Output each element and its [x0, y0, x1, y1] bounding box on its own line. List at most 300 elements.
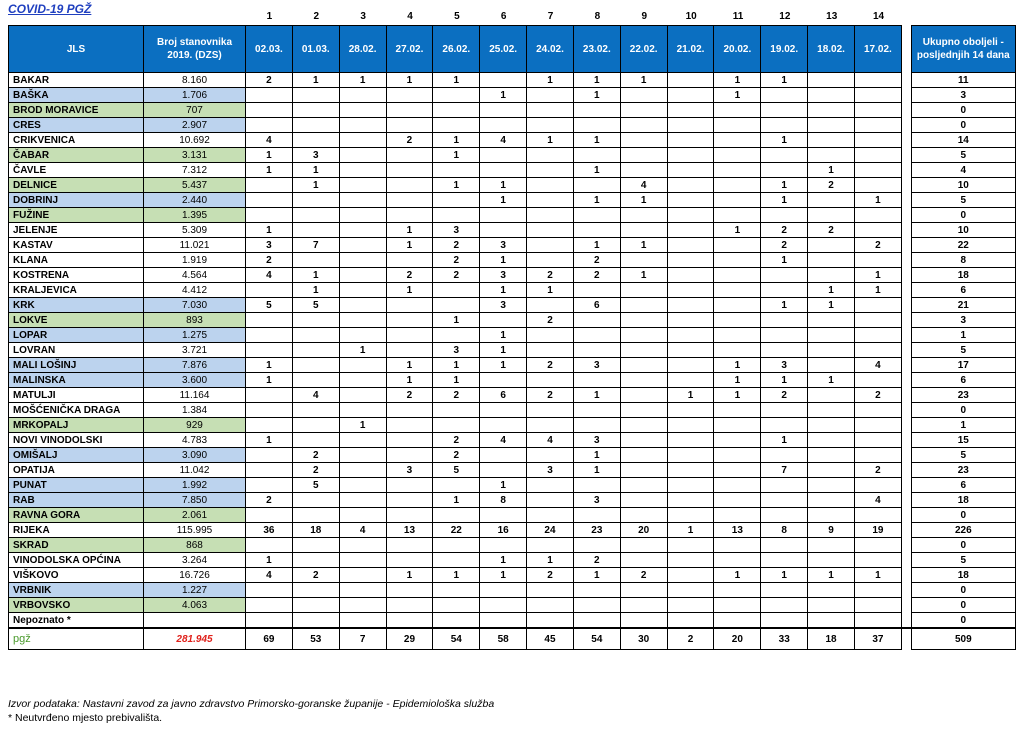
population-value: 4.783: [144, 433, 246, 448]
case-count: [433, 103, 480, 118]
municipality-name: MALINSKA: [9, 373, 144, 388]
row-total: 6: [911, 478, 1015, 493]
case-count: [761, 613, 808, 629]
case-count: [854, 478, 901, 493]
case-count: [667, 133, 714, 148]
case-count: 1: [761, 433, 808, 448]
municipality-name: BAKAR: [9, 73, 144, 88]
municipality-name: CRES: [9, 118, 144, 133]
case-count: [480, 148, 527, 163]
table-row: [9, 553, 1016, 568]
municipality-name: LOVRAN: [9, 343, 144, 358]
row-total: 18: [911, 568, 1015, 583]
case-count: 1: [761, 253, 808, 268]
case-count: [573, 538, 620, 553]
case-count: 3: [480, 268, 527, 283]
table-row: [9, 328, 1016, 343]
summary-case-count: 45: [527, 628, 574, 650]
table-row: [9, 358, 1016, 373]
row-total: 11: [911, 73, 1015, 88]
case-count: [854, 508, 901, 523]
row-total: 5: [911, 448, 1015, 463]
case-count: [761, 88, 808, 103]
row-gap: [901, 208, 911, 223]
table-header-row: [9, 26, 1016, 73]
header-date: 17.02.: [854, 26, 901, 73]
case-count: 1: [714, 88, 761, 103]
header-date: 23.02.: [573, 26, 620, 73]
case-count: [386, 598, 433, 613]
table-row: [9, 118, 1016, 133]
population-value: 7.876: [144, 358, 246, 373]
table-row: [9, 523, 1016, 538]
case-count: [667, 283, 714, 298]
case-count: 1: [246, 223, 293, 238]
case-count: [480, 583, 527, 598]
row-total: 10: [911, 223, 1015, 238]
case-count: [573, 418, 620, 433]
case-count: 2: [246, 253, 293, 268]
municipality-name: OPATIJA: [9, 463, 144, 478]
case-count: 3: [433, 343, 480, 358]
case-count: [480, 103, 527, 118]
case-count: [667, 583, 714, 598]
day-number: 7: [547, 11, 554, 22]
table-row: [9, 253, 1016, 268]
case-count: [854, 538, 901, 553]
case-count: 2: [761, 388, 808, 403]
population-value: [144, 613, 246, 629]
case-count: 8: [480, 493, 527, 508]
case-count: 7: [761, 463, 808, 478]
header-population: Broj stanovnika 2019. (DZS): [144, 26, 246, 73]
municipality-name: JELENJE: [9, 223, 144, 238]
case-count: [246, 178, 293, 193]
case-count: [292, 88, 339, 103]
case-count: [620, 493, 667, 508]
case-count: 1: [808, 298, 855, 313]
case-count: [714, 598, 761, 613]
case-count: [620, 613, 667, 629]
table-row: [9, 193, 1016, 208]
case-count: [386, 448, 433, 463]
row-gap: [901, 268, 911, 283]
case-count: [573, 313, 620, 328]
case-count: [854, 448, 901, 463]
population-value: 3.264: [144, 553, 246, 568]
case-count: 5: [246, 298, 293, 313]
case-count: [573, 373, 620, 388]
table-row: [9, 418, 1016, 433]
case-count: [854, 133, 901, 148]
case-count: [667, 328, 714, 343]
case-count: 1: [433, 178, 480, 193]
summary-case-count: 33: [761, 628, 808, 650]
case-count: [808, 73, 855, 88]
case-count: [573, 343, 620, 358]
row-gap: [901, 523, 911, 538]
case-count: 1: [527, 283, 574, 298]
case-count: [386, 343, 433, 358]
case-count: 1: [246, 433, 293, 448]
day-number: 3: [360, 11, 366, 22]
case-count: [714, 178, 761, 193]
case-count: [620, 148, 667, 163]
case-count: [714, 463, 761, 478]
case-count: [808, 268, 855, 283]
table-row: [9, 88, 1016, 103]
case-count: [386, 613, 433, 629]
case-count: [667, 238, 714, 253]
case-count: [808, 433, 855, 448]
case-count: [386, 313, 433, 328]
case-count: 1: [292, 283, 339, 298]
case-count: [292, 403, 339, 418]
case-count: [761, 328, 808, 343]
case-count: [573, 613, 620, 629]
case-count: 3: [527, 463, 574, 478]
row-gap: [901, 133, 911, 148]
table-row: [9, 478, 1016, 493]
case-count: 1: [433, 358, 480, 373]
day-number: 13: [826, 11, 838, 22]
case-count: [246, 598, 293, 613]
summary-case-count: 37: [854, 628, 901, 650]
case-count: 1: [714, 388, 761, 403]
case-count: [761, 538, 808, 553]
day-number: 12: [779, 11, 791, 22]
case-count: 1: [761, 178, 808, 193]
case-count: 1: [339, 343, 386, 358]
case-count: [527, 448, 574, 463]
case-count: [386, 418, 433, 433]
case-count: [339, 448, 386, 463]
case-count: [854, 598, 901, 613]
header-date: 28.02.: [339, 26, 386, 73]
case-count: [480, 448, 527, 463]
case-count: [761, 118, 808, 133]
row-gap: [901, 313, 911, 328]
case-count: [808, 508, 855, 523]
summary-case-count: 30: [620, 628, 667, 650]
case-count: [667, 418, 714, 433]
case-count: [854, 223, 901, 238]
case-count: [714, 133, 761, 148]
case-count: [714, 538, 761, 553]
case-count: [761, 508, 808, 523]
case-count: 1: [808, 373, 855, 388]
case-count: [339, 373, 386, 388]
municipality-name: RIJEKA: [9, 523, 144, 538]
case-count: [527, 343, 574, 358]
population-value: 11.164: [144, 388, 246, 403]
case-count: 1: [573, 388, 620, 403]
case-count: [620, 403, 667, 418]
case-count: [527, 493, 574, 508]
table-row: [9, 268, 1016, 283]
case-count: [573, 478, 620, 493]
case-count: [620, 478, 667, 493]
case-count: 1: [620, 193, 667, 208]
case-count: [386, 163, 433, 178]
case-count: [714, 238, 761, 253]
case-count: [292, 418, 339, 433]
case-count: 1: [433, 373, 480, 388]
case-count: [292, 103, 339, 118]
case-count: [433, 538, 480, 553]
case-count: 3: [573, 493, 620, 508]
case-count: [620, 463, 667, 478]
row-total: 0: [911, 613, 1015, 629]
case-count: [386, 208, 433, 223]
table-row: [9, 313, 1016, 328]
case-count: [386, 118, 433, 133]
day-number: 10: [685, 11, 697, 22]
case-count: [714, 328, 761, 343]
case-count: [808, 193, 855, 208]
row-total: 22: [911, 238, 1015, 253]
table-row: [9, 613, 1016, 629]
row-gap: [901, 88, 911, 103]
case-count: [527, 253, 574, 268]
case-count: [292, 553, 339, 568]
case-count: [292, 343, 339, 358]
case-count: [667, 103, 714, 118]
row-gap: [901, 493, 911, 508]
case-count: [386, 328, 433, 343]
case-count: [854, 88, 901, 103]
case-count: [573, 223, 620, 238]
case-count: [667, 298, 714, 313]
population-value: 4.063: [144, 598, 246, 613]
summary-row: [9, 628, 1016, 650]
case-count: [620, 373, 667, 388]
header-total: Ukupno oboljeli - posljednjih 14 dana: [911, 26, 1015, 73]
case-count: 1: [714, 358, 761, 373]
case-count: [246, 208, 293, 223]
case-count: [620, 553, 667, 568]
case-count: 2: [246, 493, 293, 508]
row-gap: [901, 478, 911, 493]
case-count: 2: [527, 568, 574, 583]
population-value: 1.227: [144, 583, 246, 598]
case-count: 1: [386, 568, 433, 583]
case-count: [527, 373, 574, 388]
case-count: [573, 178, 620, 193]
case-count: [761, 478, 808, 493]
case-count: [292, 433, 339, 448]
case-count: 1: [292, 163, 339, 178]
case-count: [667, 598, 714, 613]
case-count: 5: [433, 463, 480, 478]
day-number-row: [246, 11, 902, 25]
population-value: 1.384: [144, 403, 246, 418]
case-count: 19: [854, 523, 901, 538]
case-count: [433, 298, 480, 313]
case-count: [667, 118, 714, 133]
row-total: 4: [911, 163, 1015, 178]
case-count: 2: [433, 388, 480, 403]
case-count: 4: [246, 268, 293, 283]
row-gap: [901, 433, 911, 448]
case-count: [292, 373, 339, 388]
case-count: [620, 208, 667, 223]
case-count: [808, 478, 855, 493]
case-count: [761, 103, 808, 118]
case-count: [714, 613, 761, 629]
row-gap: [901, 343, 911, 358]
case-count: [573, 598, 620, 613]
municipality-name: KLANA: [9, 253, 144, 268]
case-count: [339, 103, 386, 118]
case-count: [667, 253, 714, 268]
case-count: [667, 343, 714, 358]
case-count: [480, 403, 527, 418]
header-jls: JLS: [9, 26, 144, 73]
population-value: 1.706: [144, 88, 246, 103]
row-total: 6: [911, 283, 1015, 298]
case-count: [714, 313, 761, 328]
case-count: [339, 118, 386, 133]
case-count: [714, 193, 761, 208]
row-gap: [901, 148, 911, 163]
case-count: [573, 103, 620, 118]
row-total: 0: [911, 403, 1015, 418]
table-row: [9, 463, 1016, 478]
case-count: [854, 553, 901, 568]
case-count: [246, 283, 293, 298]
case-count: 6: [573, 298, 620, 313]
table-row: [9, 568, 1016, 583]
case-count: [386, 298, 433, 313]
case-count: [386, 583, 433, 598]
case-count: [620, 223, 667, 238]
row-total: 5: [911, 343, 1015, 358]
case-count: 1: [433, 73, 480, 88]
case-count: [339, 298, 386, 313]
case-count: [433, 418, 480, 433]
case-count: [620, 433, 667, 448]
case-count: 2: [808, 178, 855, 193]
case-count: 1: [808, 568, 855, 583]
table-row: [9, 508, 1016, 523]
header-date: 25.02.: [480, 26, 527, 73]
case-count: [667, 163, 714, 178]
case-count: [386, 103, 433, 118]
table-row: [9, 538, 1016, 553]
row-total: 10: [911, 178, 1015, 193]
case-count: [854, 373, 901, 388]
case-count: [761, 343, 808, 358]
case-count: 2: [433, 268, 480, 283]
case-count: [433, 328, 480, 343]
row-total: 17: [911, 358, 1015, 373]
case-count: [854, 103, 901, 118]
case-count: [292, 583, 339, 598]
case-count: 2: [386, 133, 433, 148]
case-count: [527, 478, 574, 493]
municipality-name: PUNAT: [9, 478, 144, 493]
table-row: [9, 238, 1016, 253]
population-value: 2.061: [144, 508, 246, 523]
case-count: [480, 538, 527, 553]
case-count: [714, 448, 761, 463]
case-count: [246, 118, 293, 133]
case-count: [386, 508, 433, 523]
case-count: [573, 508, 620, 523]
day-number: 6: [500, 11, 507, 22]
table-row: [9, 73, 1016, 88]
case-count: [667, 313, 714, 328]
row-total: 21: [911, 298, 1015, 313]
case-count: [339, 223, 386, 238]
row-total: 1: [911, 418, 1015, 433]
table-row: [9, 163, 1016, 178]
case-count: [808, 133, 855, 148]
case-count: [339, 553, 386, 568]
case-count: 2: [246, 73, 293, 88]
row-gap: [901, 373, 911, 388]
case-count: [808, 403, 855, 418]
population-value: 2.440: [144, 193, 246, 208]
municipality-name: FUŽINE: [9, 208, 144, 223]
population-value: 707: [144, 103, 246, 118]
row-gap: [901, 178, 911, 193]
case-count: 1: [480, 568, 527, 583]
case-count: [667, 88, 714, 103]
row-gap: [901, 193, 911, 208]
case-count: [714, 268, 761, 283]
case-count: 2: [573, 253, 620, 268]
case-count: 5: [292, 478, 339, 493]
case-count: 1: [480, 358, 527, 373]
table-row: [9, 133, 1016, 148]
table-row: [9, 223, 1016, 238]
case-count: [573, 403, 620, 418]
case-count: [527, 88, 574, 103]
municipality-name: SKRAD: [9, 538, 144, 553]
case-count: 2: [433, 448, 480, 463]
table-row: [9, 208, 1016, 223]
table-row: [9, 493, 1016, 508]
table-row: [9, 433, 1016, 448]
case-count: [854, 613, 901, 629]
case-count: [620, 598, 667, 613]
population-value: 115.995: [144, 523, 246, 538]
table-row: [9, 403, 1016, 418]
case-count: [714, 298, 761, 313]
row-total: 0: [911, 508, 1015, 523]
case-count: [292, 493, 339, 508]
case-count: [339, 478, 386, 493]
case-count: [854, 148, 901, 163]
table-row: [9, 178, 1016, 193]
case-count: [292, 223, 339, 238]
case-count: [480, 223, 527, 238]
case-count: 2: [433, 433, 480, 448]
case-count: [246, 103, 293, 118]
row-total: 0: [911, 538, 1015, 553]
case-count: [339, 403, 386, 418]
day-number: 14: [873, 11, 885, 22]
row-gap: [901, 253, 911, 268]
table-row: [9, 448, 1016, 463]
municipality-name: VRBOVSKO: [9, 598, 144, 613]
case-count: 1: [246, 358, 293, 373]
case-count: [386, 493, 433, 508]
row-gap: [901, 508, 911, 523]
case-count: [620, 133, 667, 148]
